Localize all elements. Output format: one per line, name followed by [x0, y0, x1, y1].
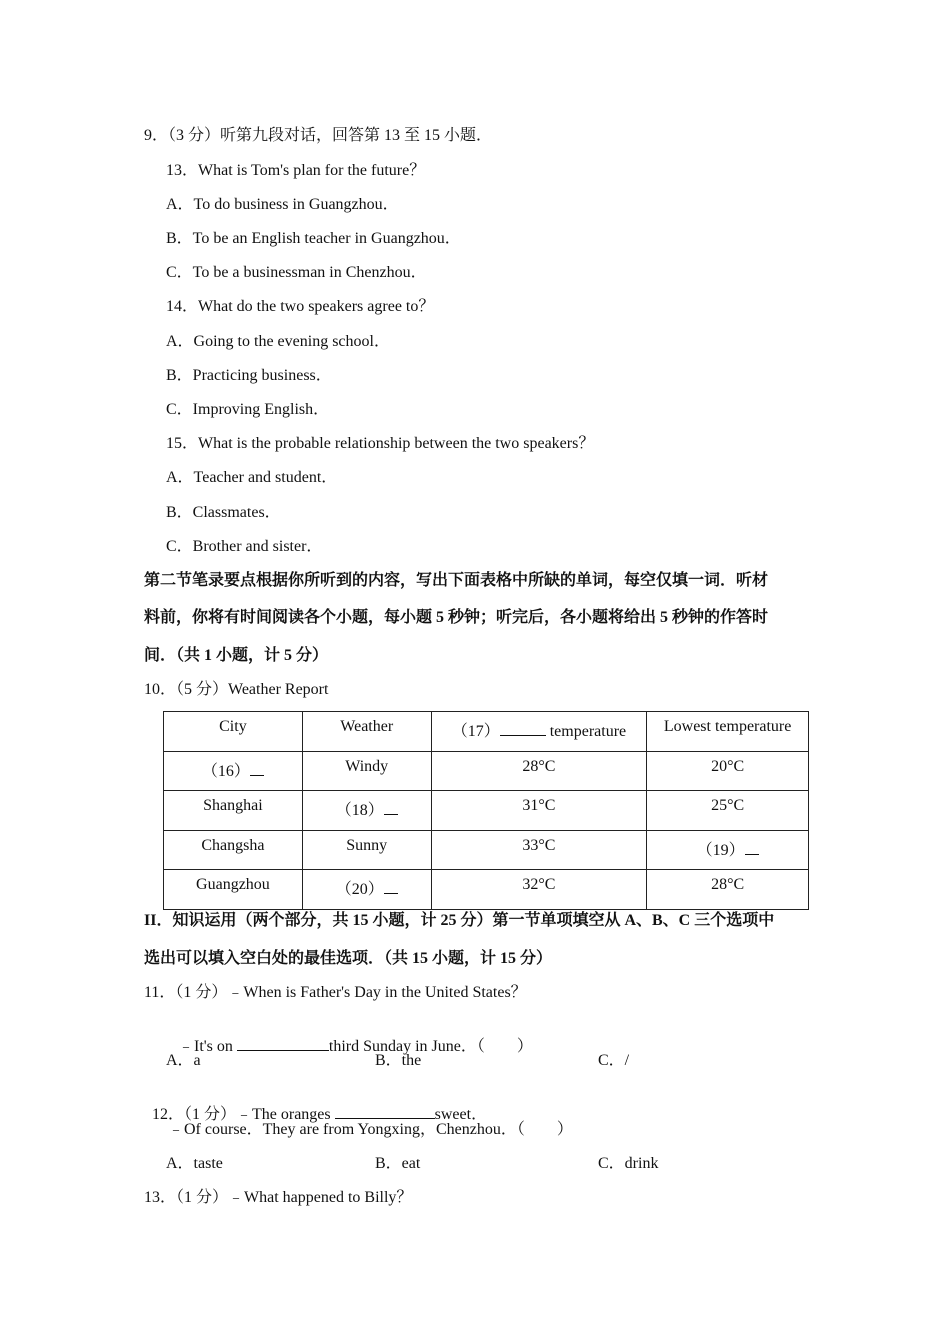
cell-weather	[302, 870, 431, 910]
cell-low	[647, 830, 809, 870]
header-blank-temperature	[431, 712, 647, 752]
blank-16[interactable]	[250, 775, 264, 776]
q11-option-b[interactable]: B．the	[375, 1052, 422, 1069]
q15-option-c: C．Brother and sister．	[166, 538, 323, 555]
blank-20[interactable]	[384, 893, 398, 894]
table-header-row	[164, 712, 809, 752]
cell-high: 31°C	[431, 791, 647, 831]
cell-low: 25°C	[647, 791, 809, 831]
q11-answer-post: third Sunday in June．（ ）	[328, 1038, 533, 1055]
q12-header-post: sweet．	[434, 1106, 488, 1123]
part2-instructions-line2: 选出可以填入空白处的最佳选项．（共 15 小题，计 15 分）	[144, 950, 553, 967]
blank-18[interactable]	[384, 814, 398, 815]
q9-header: 9．（3 分）听第九段对话，回答第 13 至 15 小题．	[144, 127, 493, 144]
table-row	[164, 830, 809, 870]
q13-header: 13．（1 分）﹣What happened to Billy？	[144, 1189, 413, 1206]
q14-question: 14．What do the two speakers agree to？	[166, 298, 435, 315]
q11-blank[interactable]	[237, 1050, 329, 1051]
cell-high: 32°C	[431, 870, 647, 910]
blank-18-label: （18）	[335, 802, 384, 820]
cell-city: Changsha	[164, 830, 303, 870]
table-row	[164, 870, 809, 910]
cell-high: 33°C	[431, 830, 647, 870]
cell-city: Guangzhou	[164, 870, 303, 910]
q13-question: 13．What is Tom's plan for the future？	[166, 162, 426, 179]
header-weather: Weather	[302, 712, 431, 752]
q12-header-pre: 12．（1 分）﹣The oranges	[152, 1106, 335, 1123]
section2-instructions-line3: 间．（共 1 小题，计 5 分）	[144, 647, 329, 664]
cell-weather	[302, 791, 431, 831]
q12-option-a[interactable]: A．taste	[166, 1155, 223, 1172]
q13-option-a: A．To do business in Guangzhou．	[166, 196, 399, 213]
q15-question: 15．What is the probable relationship between the two speakers？	[166, 435, 595, 452]
q11-option-c[interactable]: C．/	[598, 1052, 630, 1069]
cell-low: 20°C	[647, 751, 809, 791]
header-temperature-word: temperature	[549, 723, 627, 740]
q11-header: 11．（1 分）﹣When is Father's Day in the United States？	[144, 984, 527, 1001]
q11-answer-pre: ﹣It's on	[178, 1038, 237, 1055]
weather-report-table	[163, 711, 809, 910]
blank-19[interactable]	[745, 854, 759, 855]
cell-weather: Windy	[302, 751, 431, 791]
header-city: City	[164, 712, 303, 752]
cell-weather: Sunny	[302, 830, 431, 870]
q13-option-b: B．To be an English teacher in Guangzhou．	[166, 230, 461, 247]
q14-option-c: C．Improving English．	[166, 401, 330, 418]
blank-17-label: （17）	[451, 723, 500, 740]
q11-answer-line	[170, 1017, 533, 1057]
q14-option-b: B．Practicing business．	[166, 367, 332, 384]
blank-20-label: （20）	[335, 881, 384, 899]
blank-19-label: （19）	[696, 841, 745, 859]
q10-header: 10．（5 分）Weather Report	[144, 681, 329, 698]
q12-header	[144, 1085, 487, 1125]
q15-option-b: B．Classmates．	[166, 504, 281, 521]
section2-instructions-line1: 第二节笔录要点根据你所听到的内容，写出下面表格中所缺的单词，每空仅填一词．听材	[144, 572, 769, 589]
table-row	[164, 751, 809, 791]
table-row	[164, 791, 809, 831]
header-lowest-temperature: Lowest temperature	[647, 712, 809, 752]
q13-option-c: C．To be a businessman in Chenzhou．	[166, 264, 427, 281]
cell-high: 28°C	[431, 751, 647, 791]
cell-city	[164, 751, 303, 791]
q12-answer-line: ﹣Of course．They are from Yongxing，Chenzhou．（ ）	[168, 1121, 573, 1138]
q15-option-a: A．Teacher and student．	[166, 469, 338, 486]
cell-city: Shanghai	[164, 791, 303, 831]
blank-17[interactable]	[500, 735, 546, 736]
q11-option-a[interactable]: A．a	[166, 1052, 201, 1069]
q12-option-b[interactable]: B．eat	[375, 1155, 421, 1172]
q14-option-a: A．Going to the evening school．	[166, 333, 390, 350]
blank-16-label: （16）	[201, 762, 250, 780]
part2-instructions-line1: II．知识运用（两个部分，共 15 小题，计 25 分）第一节单项填空从 A、B、C 三个选项中	[144, 912, 775, 929]
section2-instructions-line2: 料前，你将有时间阅读各个小题，每小题 5 秒钟；听完后，各小题将给出 5 秒钟的作答时	[144, 609, 769, 626]
q12-blank[interactable]	[335, 1118, 435, 1119]
q12-option-c[interactable]: C．drink	[598, 1155, 659, 1172]
cell-low: 28°C	[647, 870, 809, 910]
